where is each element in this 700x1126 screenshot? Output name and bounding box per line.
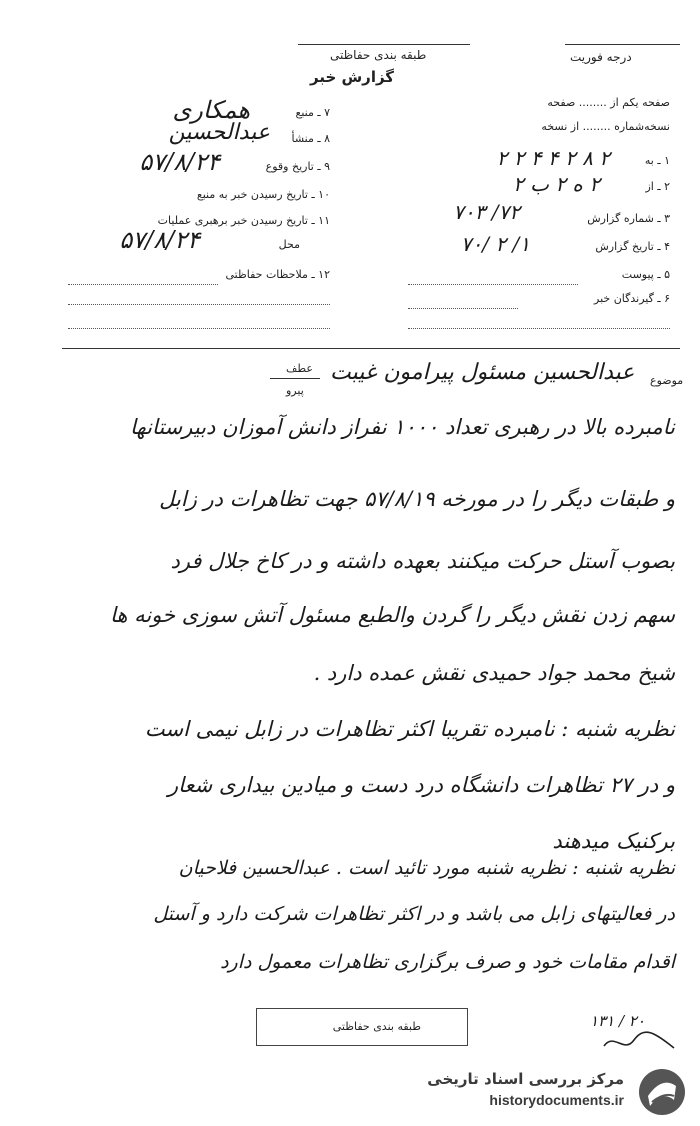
body-line: برکنیک میدهند bbox=[552, 829, 675, 853]
urgency-label: درجه فوریت bbox=[570, 50, 632, 64]
field-source-receipt-label: ۱۰ ـ تاریخ رسیدن خبر به منبع bbox=[196, 188, 330, 201]
header-title: گزارش خبر bbox=[310, 68, 395, 86]
field-notes-label: ۱۲ ـ ملاحظات حفاظتی bbox=[225, 268, 330, 281]
watermark-url: historydocuments.ir bbox=[489, 1092, 624, 1108]
body-line: سهم زدن نقش دیگر را گردن والطبع مسئول آتش سوزی خونه ها bbox=[110, 603, 675, 627]
body-line: در فعالیتهای زابل می باشد و در اکثر تظاهرات شرکت دارد و آستل bbox=[153, 903, 675, 925]
header-rule bbox=[298, 44, 470, 45]
field-to-label: ۱ ـ به bbox=[644, 154, 670, 167]
field-attachment-label: ۵ ـ پیوست bbox=[621, 268, 670, 281]
field-to-value: ۲ ۸ ۲ ۴ ۴ ۲ ۲ bbox=[496, 146, 610, 170]
archive-logo-icon bbox=[634, 1066, 690, 1118]
field-origin-label: ۸ ـ منشأ bbox=[291, 132, 330, 145]
field-ops-receipt-value: ۵۷/۸/۲۴ bbox=[119, 226, 200, 254]
field-occurrence-date-label: ۹ ـ تاریخ وقوع bbox=[265, 160, 330, 173]
field-report-date-value: ۱/ ۲ /۷۰ bbox=[460, 232, 530, 256]
field-ops-receipt-label: ۱۱ ـ تاریخ رسیدن خبر برهبری عملیات bbox=[157, 214, 330, 227]
footer-classification-box bbox=[256, 1008, 468, 1046]
subject-label: موضوع bbox=[650, 374, 684, 387]
ref-separator bbox=[270, 378, 320, 379]
field-report-date-label: ۴ ـ تاریخ گزارش bbox=[595, 240, 670, 253]
field-location-label: محل bbox=[278, 238, 300, 251]
field-from-value: ۲ ه ۲ ب ۲ bbox=[513, 172, 600, 196]
field-occurrence-date-value: ۵۷/۸/۲۴ bbox=[139, 148, 220, 176]
field-source-label: ۷ ـ منبع bbox=[295, 106, 330, 119]
watermark-org: مرکز بررسی اسناد تاریخی bbox=[427, 1070, 624, 1088]
report-body bbox=[60, 405, 685, 1005]
field-page-label: صفحه یکم از ........ صفحه bbox=[547, 96, 670, 109]
body-line: نظریه شنبه : نظریه شنبه مورد تائید است . عبدالحسین فلاحیان bbox=[178, 857, 675, 879]
subject-value: عبدالحسین مسئول پیرامون غیبت bbox=[330, 360, 635, 385]
header-classification: طبقه بندی حفاظتی bbox=[330, 48, 427, 62]
body-line: بصوب آستل حرکت میکنند بعهده داشته و در کاخ جلال فرد bbox=[170, 549, 675, 573]
field-report-number-value: ۷۲/ ۷۰۳ bbox=[453, 200, 520, 224]
field-report-number-label: ۳ ـ شماره گزارش bbox=[587, 212, 670, 225]
body-line: و در ۲۷ تظاهرات دانشگاه درد دست و میادین بیداری شعار bbox=[167, 773, 675, 797]
subject-ref-label: عطف bbox=[286, 362, 313, 375]
attachment-dots bbox=[408, 284, 578, 285]
notes-dots bbox=[68, 284, 218, 285]
body-line: و طبقات دیگر را در مورخه ۵۷/۸/۱۹ جهت تظاهرات در زابل bbox=[159, 487, 675, 511]
watermark bbox=[418, 1066, 690, 1118]
recipients-dots bbox=[408, 308, 518, 309]
field-origin-value: عبدالحسین bbox=[168, 120, 270, 145]
footer-classification: طبقه بندی حفاظتی bbox=[332, 1020, 421, 1033]
body-line: اقدام مقامات خود و صرف برگزاری تظاهرات معمول دارد bbox=[220, 951, 675, 973]
section-divider bbox=[62, 348, 680, 349]
footer-marks: ۲۰ / ۱۳۱ bbox=[590, 1012, 645, 1030]
urgency-rule bbox=[565, 44, 680, 45]
body-line: نامبرده بالا در رهبری تعداد ۱۰۰۰ نفراز دانش آموزان دبیرستانها bbox=[130, 415, 675, 439]
extra-dots bbox=[408, 328, 670, 329]
body-line: شیخ محمد جواد حمیدی نقش عمده دارد . bbox=[313, 661, 675, 685]
signature-squiggle bbox=[600, 1028, 680, 1058]
field-recipients-label: ۶ ـ گیرندگان خبر bbox=[594, 292, 670, 305]
notes-dots-3 bbox=[68, 328, 330, 329]
notes-dots-2 bbox=[68, 304, 330, 305]
field-source-value: همکاری bbox=[172, 96, 250, 124]
subject-follow-label: پیرو bbox=[286, 384, 304, 397]
field-copy-label: نسخه‌شماره ........ از نسخه bbox=[541, 120, 670, 133]
field-from-label: ۲ ـ از bbox=[645, 180, 670, 193]
body-line: نظریه شنبه : نامبرده تقریبا اکثر تظاهرات در زابل نیمی است bbox=[144, 717, 675, 741]
